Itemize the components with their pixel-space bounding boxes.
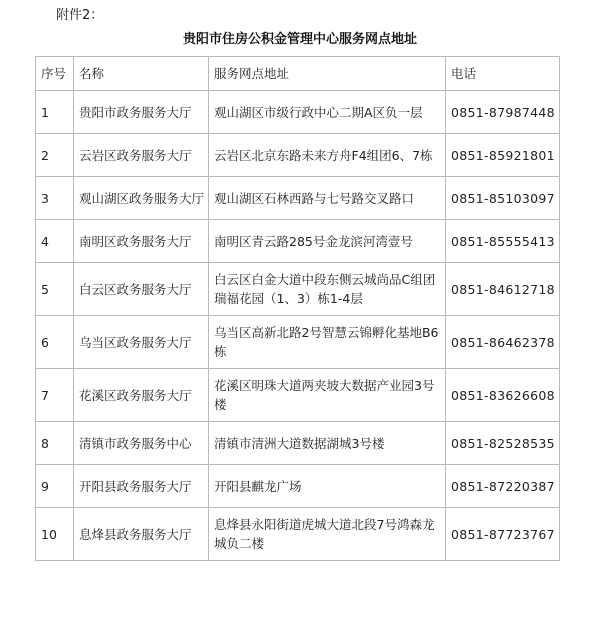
row-phone: 0851-85555413: [446, 220, 560, 263]
row-name: 南明区政务服务大厅: [74, 220, 209, 263]
row-no: 3: [36, 177, 74, 220]
row-phone: 0851-87723767: [446, 508, 560, 561]
header-name: 名称: [74, 57, 209, 91]
table-row: [36, 465, 560, 508]
row-phone: 0851-85921801: [446, 134, 560, 177]
row-address: 开阳县麒龙广场: [209, 465, 446, 508]
row-phone: 0851-84612718: [446, 263, 560, 316]
table-row: [36, 177, 560, 220]
document-title: 贵阳市住房公积金管理中心服务网点地址: [182, 32, 417, 47]
row-address: 乌当区高新北路2号智慧云锦孵化基地B6栋: [209, 316, 446, 369]
row-no: 6: [36, 316, 74, 369]
header-address: 服务网点地址: [209, 57, 446, 91]
row-address: 观山湖区石林西路与七号路交叉路口: [209, 177, 446, 220]
row-no: 10: [36, 508, 74, 561]
row-name: 贵阳市政务服务大厅: [74, 91, 209, 134]
row-address: 清镇市清洲大道数据湖城3号楼: [209, 422, 446, 465]
row-phone: 0851-87220387: [446, 465, 560, 508]
row-phone: 0851-86462378: [446, 316, 560, 369]
table-row: [36, 508, 560, 561]
row-phone: 0851-85103097: [446, 177, 560, 220]
row-no: 1: [36, 91, 74, 134]
table-row: [36, 134, 560, 177]
table-row: [36, 220, 560, 263]
attachment-label: 附件2：: [56, 8, 104, 23]
row-name: 开阳县政务服务大厅: [74, 465, 209, 508]
row-address: 南明区青云路285号金龙滨河湾壹号: [209, 220, 446, 263]
row-phone: 0851-82528535: [446, 422, 560, 465]
row-no: 9: [36, 465, 74, 508]
row-no: 8: [36, 422, 74, 465]
table-header-row: [36, 57, 560, 91]
row-name: 观山湖区政务服务大厅: [74, 177, 209, 220]
row-address: 息烽县永阳街道虎城大道北段7号鸿森龙城负二楼: [209, 508, 446, 561]
row-phone: 0851-83626608: [446, 369, 560, 422]
row-name: 清镇市政务服务中心: [74, 422, 209, 465]
row-name: 乌当区政务服务大厅: [74, 316, 209, 369]
row-name: 花溪区政务服务大厅: [74, 369, 209, 422]
table-row: [36, 369, 560, 422]
table-row: [36, 422, 560, 465]
row-address: 花溪区明珠大道两夹坡大数据产业园3号楼: [209, 369, 446, 422]
row-no: 7: [36, 369, 74, 422]
row-no: 2: [36, 134, 74, 177]
row-no: 4: [36, 220, 74, 263]
table-row: [36, 91, 560, 134]
header-no: 序号: [36, 57, 74, 91]
header-phone: 电话: [446, 57, 560, 91]
row-name: 云岩区政务服务大厅: [74, 134, 209, 177]
table-row: [36, 263, 560, 316]
service-sites-table: [35, 56, 560, 561]
row-phone: 0851-87987448: [446, 91, 560, 134]
row-address: 云岩区北京东路未来方舟F4组团6、7栋: [209, 134, 446, 177]
table-row: [36, 316, 560, 369]
row-name: 白云区政务服务大厅: [74, 263, 209, 316]
row-address: 观山湖区市级行政中心二期A区负一层: [209, 91, 446, 134]
row-address: 白云区白金大道中段东侧云城尚品C组团瑞福花园（1、3）栋1-4层: [209, 263, 446, 316]
row-no: 5: [36, 263, 74, 316]
row-name: 息烽县政务服务大厅: [74, 508, 209, 561]
